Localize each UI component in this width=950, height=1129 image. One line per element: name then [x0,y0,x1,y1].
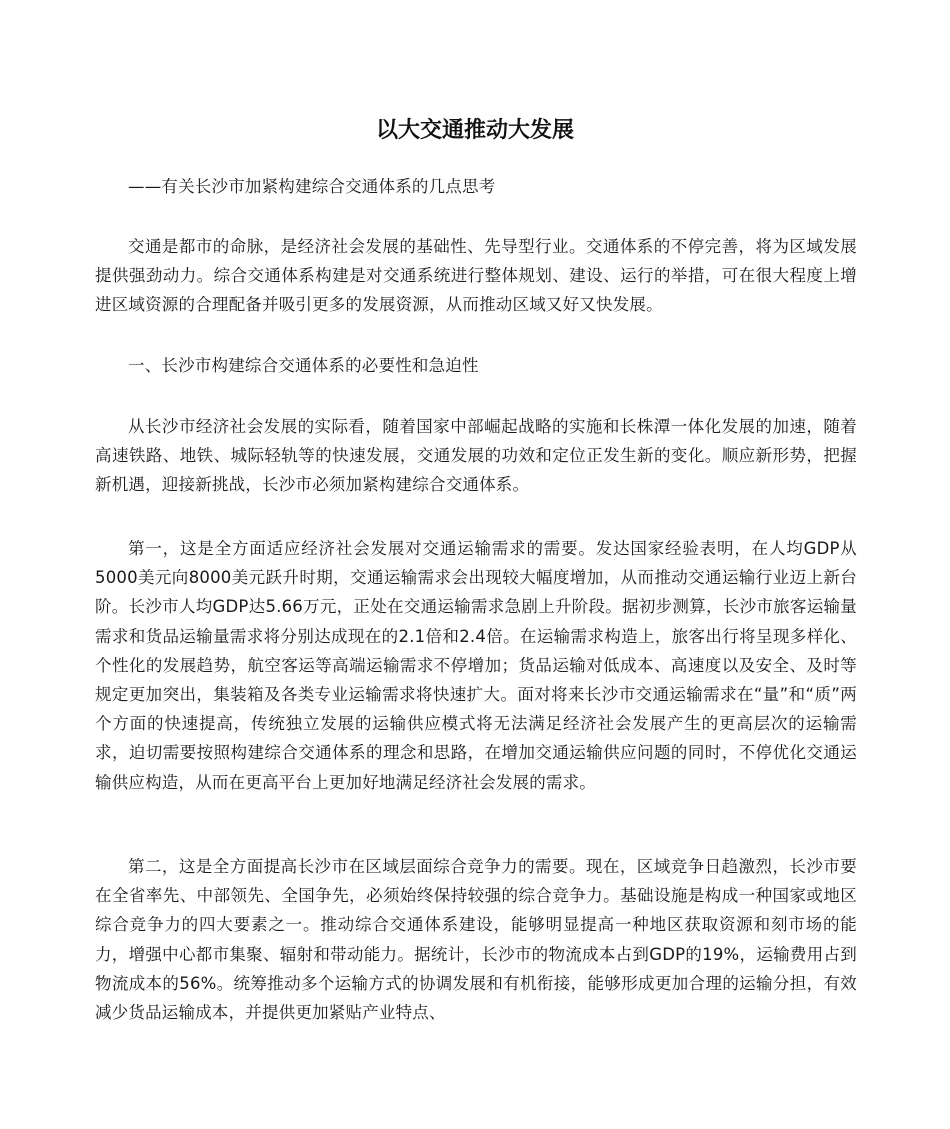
intro-paragraph: 交通是都市的命脉，是经济社会发展的基础性、先导型行业。交通体系的不停完善，将为区域发展提供强劲动力。综合交通体系构建是对交通系统进行整体规划、建设、运行的举措，可在很大程度上增进区域资源的合理配备并吸引更多的发展资源，从而推动区域又好又快发展。 [95,237,857,315]
document-subtitle: ——有关长沙市加紧构建综合交通体系的几点思考 [128,177,496,196]
first-point-paragraph: 第一，这是全方面适应经济社会发展对交通运输需求的需要。发达国家经验表明，在人均GDP从5000美元向8000美元跃升时期，交通运输需求会出现较大幅度增加，从而推动交通运输行业迈上新台阶。长沙市人均GDP达5.66万元，正处在交通运输需求急剧上升阶段。据初步测算，长沙市旅客运输量需求和货品运输量需求将分别达成现在的2.1倍和2.4倍。在运输需求构造上，旅客出行将呈现多样化、个性化的发展趋势，航空客运等高端运输需求不停增加；货品运输对低成本、高速度以及安全、及时等规定更加突出，集装箱及各类专业运输需求将快速扩大。面对将来长沙市交通运输需求在“量”和“质”两个方面的快速提高，传统独立发展的运输供应模式将无法满足经济社会发展产生的更高层次的运输需求，迫切需要按照构建综合交通体系的理念和思路，在增加交通运输供应问题的同时，不停优化交通运输供应构造，从而在更高平台上更加好地满足经济社会发展的需求。 [95,539,857,792]
document-title: 以大交通推动大发展 [375,117,574,143]
section-intro-paragraph: 从长沙市经济社会发展的实际看，随着国家中部崛起战略的实施和长株潭一体化发展的加速，随着高速铁路、地铁、城际轻轨等的快速发展，交通发展的功效和定位正发生新的变化。顺应新形势，把握新机遇，迎接新挑战，长沙市必须加紧构建综合交通体系。 [95,417,857,495]
section-heading: 一、长沙市构建综合交通体系的必要性和急迫性 [128,356,479,375]
second-point-paragraph: 第二，这是全方面提高长沙市在区域层面综合竞争力的需要。现在，区域竞争日趋激烈，长沙市要在全省率先、中部领先、全国争先，必须始终保持较强的综合竞争力。基础设施是构成一种国家或地区综合竞争力的四大要素之一。推动综合交通体系建设，能够明显提高一种地区获取资源和刻市场的能力，增强中心都市集聚、辐射和带动能力。据统计，长沙市的物流成本占到GDP的19%，运输费用占到物流成本的56%。统筹推动多个运输方式的协调发展和有机衔接，能够形成更加合理的运输分担，有效减少货品运输成本，并提供更加紧贴产业特点、 [95,857,857,1023]
